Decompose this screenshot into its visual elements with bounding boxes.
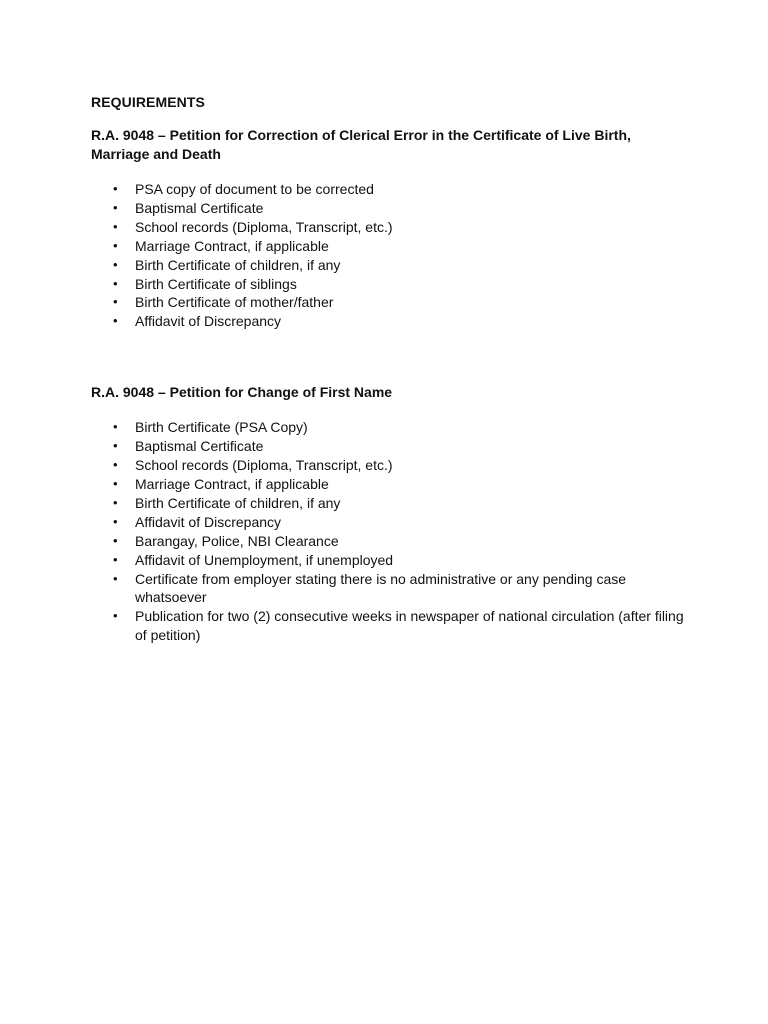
list-item: • Baptismal Certificate [113,199,264,216]
bullet-icon: • [113,513,118,529]
list-item: • Marriage Contract, if applicable [113,237,329,254]
list-item: • Marriage Contract, if applicable [113,475,329,492]
list-item: • Birth Certificate of mother/father [113,294,334,311]
section-change-first-name [91,383,691,645]
document-title: REQUIREMENTS [91,94,205,110]
bullet-icon: • [113,419,118,435]
list-item: • School records (Diploma, Transcript, etc.) [113,218,393,235]
list-item: • Baptismal Certificate [113,438,264,455]
bullet-icon: • [113,294,118,310]
bullet-icon: • [113,551,118,567]
section-heading: R.A. 9048 – Petition for Change of First Name [91,384,393,401]
list-item: • Birth Certificate (PSA Copy) [113,419,308,436]
bullet-icon: • [113,494,118,510]
bullet-icon: • [113,218,118,234]
bullet-icon: • [113,608,118,624]
requirements-list [91,180,691,331]
bullet-icon: • [113,532,118,548]
bullet-icon: • [113,313,118,329]
bullet-icon: • [113,438,118,454]
list-item: • Birth Certificate of children, if any [113,256,341,273]
list-item: • Certificate from employer stating there is no administrative or any pending case whatsoever [113,570,627,606]
list-item: • Barangay, Police, NBI Clearance [113,532,339,549]
list-item: • PSA copy of document to be corrected [113,181,374,197]
list-item: • School records (Diploma, Transcript, etc.) [113,457,393,474]
bullet-icon: • [113,181,118,196]
requirements-list [91,418,691,645]
bullet-icon: • [113,570,118,586]
section-correction-clerical-error [91,126,691,331]
bullet-icon: • [113,256,118,272]
list-item: • Publication for two (2) consecutive weeks in newspaper of national circulation (after filing of petition) [113,608,684,644]
list-item: • Affidavit of Discrepancy [113,513,282,530]
list-item: • Affidavit of Unemployment, if unemployed [113,551,394,568]
document-page [91,92,691,645]
bullet-icon: • [113,275,118,291]
list-item: • Birth Certificate of children, if any [113,494,341,511]
bullet-icon: • [113,475,118,491]
bullet-icon: • [113,199,118,215]
list-item: • Affidavit of Discrepancy [113,313,282,330]
section-heading: R.A. 9048 – Petition for Correction of Clerical Error in the Certificate of Live Birth, Marriage and Death [91,127,631,162]
bullet-icon: • [113,237,118,253]
list-item: • Birth Certificate of siblings [113,275,297,292]
bullet-icon: • [113,457,118,473]
